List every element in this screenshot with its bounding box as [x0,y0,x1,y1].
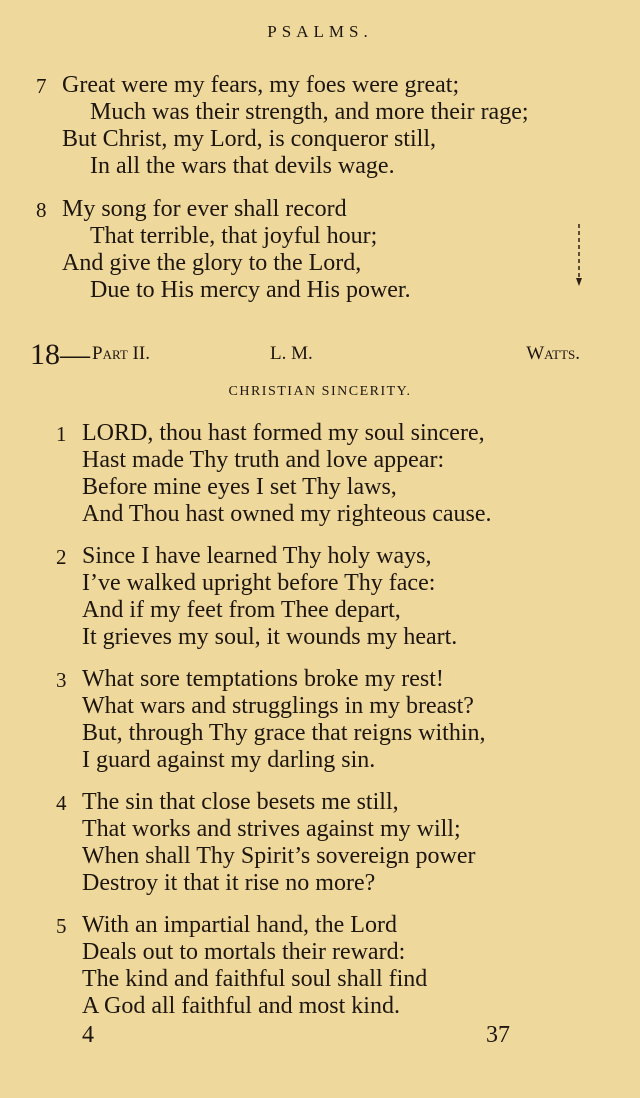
verse-line: Much was their strength, and more their rage; [90,99,529,125]
margin-mark [574,222,584,288]
verse-line: When shall Thy Spirit’s sovereign power [82,843,476,869]
verse-line: My song for ever shall record [62,196,347,222]
hymn-part: Part II. [92,343,150,364]
stanza-7 [36,72,596,180]
stanza-number: 4 [56,791,67,815]
verse-line: What sore temptations broke my rest! [82,666,444,692]
verse-line: Hast made Thy truth and love appear: [82,447,445,473]
verse-line: The sin that close besets me still, [82,789,399,815]
verse-line: I guard against my darling sin. [82,747,376,773]
verse-line: That terrible, that joyful hour; [90,223,378,249]
verse-line: I’ve walked upright before Thy face: [82,570,436,596]
verse-line: What wars and strugglings in my breast? [82,693,474,719]
stanza-number: 2 [56,545,67,569]
page-number: 37 [486,1022,510,1048]
hymn-number: 18— [30,338,90,371]
hymn-meter: L. M. [270,343,313,364]
verse-line: LORD, thou hast formed my soul sincere, [82,420,485,446]
verse-line: But, through Thy grace that reigns within, [82,720,486,746]
hymn-author: Watts. [526,343,580,364]
verse-line: A God all faithful and most kind. [82,993,400,1019]
verse-line: Due to His mercy and His power. [90,277,411,303]
verse-line: Before mine eyes I set Thy laws, [82,474,397,500]
stanza-number: 1 [56,422,67,446]
verse-line: The kind and faithful soul shall find [82,966,428,992]
running-head: PSALMS. [267,22,373,41]
hymn-stanza-4 [56,789,596,897]
hymn-stanza-3 [56,666,596,774]
verse-line: With an impartial hand, the Lord [82,912,397,938]
verse-line: And give the glory to the Lord, [62,250,362,276]
hymn-heading [30,338,580,372]
stanza-number: 8 [36,198,47,222]
verse-line: In all the wars that devils wage. [90,153,395,179]
hymn-subtitle: CHRISTIAN SINCERITY. [228,384,412,399]
verse-line: That works and strives against my will; [82,816,461,842]
hymn-stanza-1 [56,420,596,528]
verse-line: Deals out to mortals their reward: [82,939,406,965]
hymn-stanza-2 [56,543,596,651]
verse-line: But Christ, my Lord, is conqueror still, [62,126,436,152]
verse-line: Great were my fears, my foes were great; [62,72,460,98]
stanza-8 [36,196,596,304]
stanza-number: 3 [56,668,67,692]
verse-line: Since I have learned Thy holy ways, [82,543,432,569]
hymn-stanza-5 [56,912,596,1020]
verse-line: Destroy it that it rise no more? [82,870,376,896]
stanza-number: 7 [36,74,47,98]
signature-mark: 4 [82,1022,94,1048]
verse-line: It grieves my soul, it wounds my heart. [82,624,458,650]
stanza-number: 5 [56,914,67,938]
verse-line: And if my feet from Thee depart, [82,597,401,623]
verse-line: And Thou hast owned my righteous cause. [82,501,492,527]
